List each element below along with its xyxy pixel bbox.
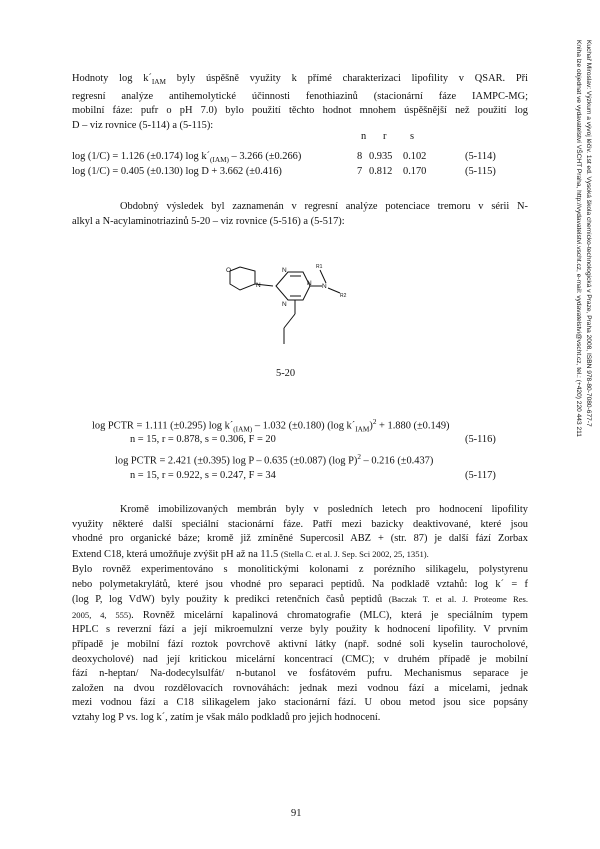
text-line <box>72 711 528 726</box>
structure-caption: 5-20 <box>276 368 296 379</box>
text-line <box>72 518 528 533</box>
text-run: deoxycholové) nad její kritickou micelární koncentrací (CMC); v druhém případě je mobilní <box>72 653 528 665</box>
equation-5-116: log PCTR = 1.111 (±0.295) $\log k´_{(IAM)} - 1.032$ (±0.180) (log $k´_{IAM})^2 + 1.880$ (±0.149) <box>92 418 450 434</box>
stat-n: 7 <box>357 166 363 177</box>
citation: (Stella C. et al. J. Sep. Sci 2002, 25, 1351). <box>280 548 429 559</box>
stat-s: 0.102 <box>403 151 427 162</box>
text-line <box>72 653 528 668</box>
sidebar-line: Kuchař Miroslav: Výzkum a vývoj léčiv. 1st ed. Vysoká škola chemicko-technologická v Praze, Praha 2008, ISBN 978-80-7080-677-7 <box>585 40 592 427</box>
text-run: využity některé další speciální stacionární fáze. Patří mezi bazicky deaktivované, které jsou <box>72 518 528 530</box>
text-run: případě je mobilní fází roztok povrchově aktivní látky (např. sodné soli kyselin taurocholové, <box>72 638 528 650</box>
text-line <box>72 696 528 711</box>
text-line: regresní analýze antihemolytické účinnosti fenothiazinů (stacionární fáze IAMPC-MG; <box>72 90 528 102</box>
paragraph-tremor <box>72 200 528 229</box>
sidebar-line: Kniha lze objednat ve vydavatelství VŠCHT Praha, http://vydavatelstvi.vscht.cz, e-mail: vydavatelstvi@vscht.cz, tel.: (+420) 220 443 211 <box>575 40 583 437</box>
col-header-s: s <box>410 131 415 142</box>
atom-label: R1 <box>316 264 323 270</box>
text-line: alkyl a N-acylaminotriazinů 5-20 – viz rovnice (5-516) a (5-517): <box>72 215 345 227</box>
chemical-structure-5-20 <box>218 250 378 370</box>
stat-n: 8 <box>357 151 363 162</box>
bond <box>328 288 340 293</box>
equation-number: (5-117) <box>465 470 496 481</box>
atom-label: N <box>322 283 327 290</box>
text-run: Bylo rovněž experimentováno s monolitickými kolonami z porézního silikagelu, polystyrenu <box>72 564 528 575</box>
text-line <box>72 578 528 593</box>
morpholine-ring <box>230 267 255 290</box>
text-line: Hodnoty $\log k´_{IAM}$ byly úspěšně využity k přímé charakterizaci lipofility v QSAR. Při <box>72 73 528 87</box>
bond <box>320 270 326 283</box>
text-run: vhodné pro organické báze; kromě již zmíněné Supercosil ABZ + (str. 87) je další fází Zorbax <box>72 533 528 545</box>
stat-r: 0.935 <box>369 151 393 162</box>
stat-r: 0.812 <box>369 166 393 177</box>
atom-label: N <box>282 267 287 274</box>
text-line: Obdobný výsledek byl zaznamenán v regresní analýze potenciace tremoru v sérii N- <box>120 201 528 212</box>
equation-number: (5-116) <box>465 434 496 445</box>
text-line <box>72 608 528 624</box>
equation-5-114: log (1/C) = 1.126 (±0.174) $\log k´_{(IAM)} - 3.266$ (±0.266) <box>72 151 302 165</box>
text-line <box>72 638 528 653</box>
citation: 2005, 4, 555) <box>72 609 132 620</box>
equation-5-117: log PCTR = 2.421 (±0.395) log P – 0.635 (±0.087) (log P)$^2$ – 0.216 (±0.437) <box>115 453 434 467</box>
bond <box>284 314 295 328</box>
atom-label: N <box>256 282 261 289</box>
copyright-sidebar <box>566 40 594 600</box>
text-line <box>72 532 528 547</box>
text-run: založen na dvou rozdělovacích rovnováhách: jednak mezi vodnou fází a micelami, jednak <box>72 682 528 694</box>
text-run: mezi vodnou fází a C18 silikagelem jako stacionární fází. U obou metod jsou sice popsány <box>72 697 528 709</box>
text-run: fází n-heptan/ Na-dodecylsulfát/ n-butanol ve fosfátovém pufru. Mechanismus separace je <box>72 668 528 680</box>
atom-label: N <box>282 301 287 308</box>
stat-s: 0.170 <box>403 166 427 177</box>
paragraph-lipophility-qsar <box>72 72 528 133</box>
atom-label: R2 <box>340 293 347 299</box>
col-header-n: n <box>361 131 367 142</box>
text-run: nebo polymetakrylátů, které jsou vhodné pro separaci peptidů. Na podkladě vztahů: log k´ = f <box>72 578 528 590</box>
text-line: mobilní fáze: pufr o pH 7.0) bylo použití těchto hodnot mnohem úspěšnější než použití log <box>72 105 528 117</box>
text-run: vztahy log P vs. log k´, zatím je však málo podkladů pro jejich hodnocení. <box>72 711 381 723</box>
text-line <box>72 547 528 563</box>
text-line <box>72 623 528 638</box>
text-line <box>72 682 528 697</box>
text-line <box>72 563 528 578</box>
equation-statistics: n = 15, r = 0.878, s = 0.306, F = 20 <box>130 434 276 445</box>
text-line: D – viz rovnice (5-114) a (5-115): <box>72 119 214 131</box>
equation-5-115: log (1/C) = 0.405 (±0.130) log D + 3.662 (±0.416) <box>72 166 282 177</box>
text-run: Kromě imobilizovaných membrán byly v posledních letech pro hodnocení lipofility <box>120 504 528 515</box>
copyright-text <box>574 40 593 600</box>
text-line <box>72 503 528 518</box>
equation-number: (5-114) <box>465 151 496 162</box>
atom-label: O <box>226 267 232 274</box>
text-run: Extend C18, která umožňuje zvýšit pH až na 11.5 <box>72 548 281 560</box>
text-run: (log P, log VdW) byly použity k predikci retenčních časů peptidů <box>72 594 389 606</box>
citation: (Baczak T. et al. J. Proteome Res. <box>388 594 528 605</box>
col-header-r: r <box>383 131 387 142</box>
text-run: . Rovněž micelární kapalinová chromatografie (MLC), která je speciálním typem <box>131 609 528 621</box>
equation-statistics: n = 15, r = 0.922, s = 0.247, F = 34 <box>130 470 276 481</box>
paragraph-stationary-phases <box>72 503 528 562</box>
paragraph-monolithic-columns <box>72 563 528 726</box>
text-run: HPLC s reverzní fází a její mikroemulzní verze byly použity k hodnocení lipofility. V prvním <box>72 624 528 636</box>
atom-label: N <box>307 280 312 287</box>
text-line <box>72 667 528 682</box>
equation-number: (5-115) <box>465 166 496 177</box>
page-number: 91 <box>291 808 302 819</box>
text-line <box>72 592 528 608</box>
